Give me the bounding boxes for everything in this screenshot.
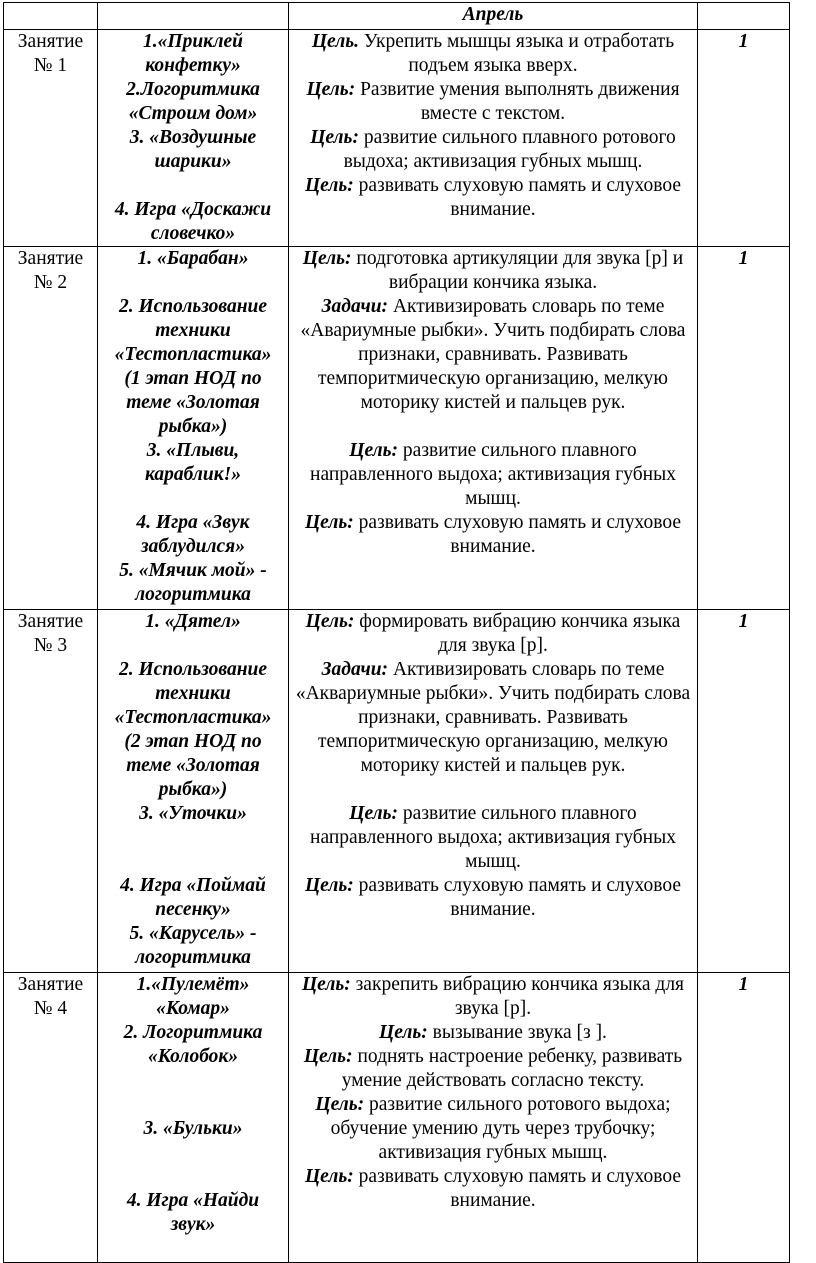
lesson-number-cell (4, 30, 98, 247)
goal-item (289, 174, 697, 222)
activity-line (98, 487, 288, 511)
goal-label: Цель: (304, 512, 354, 533)
activity-line: теме «Золотая (126, 392, 260, 413)
goal-label: Цель: (349, 803, 399, 824)
lesson-label: № 3 (33, 635, 68, 656)
goal-text: формировать вибрацию кончика языка для звука [р]. (354, 611, 681, 656)
activity-line: 4. Игра «Звук (136, 512, 250, 533)
goal-text: развивать слуховую память и слуховое внимание. (353, 175, 681, 220)
activity-line: 3. «Уточки» (139, 803, 247, 824)
activity-line: конфетку» (145, 55, 241, 76)
activity-line: логоритмика (135, 947, 251, 968)
activities-cell (98, 30, 289, 247)
activity-line (98, 1093, 288, 1117)
activity-line: словечко» (150, 223, 236, 244)
activity-line: 4. Игра «Найди (126, 1190, 260, 1211)
activity-line: 1. «Барабан» (137, 248, 249, 269)
goal-item (289, 874, 697, 922)
goal-label: Цель: (304, 875, 354, 896)
activity-line (98, 271, 288, 295)
activity-line (98, 174, 288, 198)
lesson-label: Занятие (17, 248, 84, 269)
goal-label: Задачи: (321, 296, 389, 317)
goal-item (289, 247, 697, 295)
goal-item (289, 126, 697, 174)
hours-value: 1 (738, 248, 749, 269)
activity-line: «Комар» (156, 998, 230, 1019)
activity-line: звук» (170, 1214, 216, 1235)
table-row (4, 247, 790, 610)
goal-text: развитие сильного плавного направленного выдоха; активизация губных мышц. (310, 440, 676, 509)
goal-item (289, 78, 697, 126)
activity-line: песенку» (155, 899, 231, 920)
activity-line: «Тестопластика» (114, 707, 272, 728)
activity-line: 1.«Приклей (143, 31, 243, 52)
goal-item (289, 658, 697, 778)
header-cell-empty (98, 3, 289, 30)
activities-cell (98, 610, 289, 973)
goal-item (289, 415, 697, 439)
hours-value: 1 (738, 31, 749, 52)
header-row (4, 3, 790, 30)
goal-text: развитие сильного ротового выдоха; обучение умению дуть через трубочку; активизация губных мышц. (330, 1094, 671, 1163)
activity-line: теме «Золотая (126, 755, 260, 776)
hours-cell (698, 610, 790, 973)
activity-line: 5. «Карусель» - (129, 923, 257, 944)
hours-value: 1 (738, 974, 749, 995)
goal-item (289, 610, 697, 658)
activity-line (98, 826, 288, 850)
activity-line: 1. «Дятел» (145, 611, 241, 632)
goal-label: Цель: (302, 248, 352, 269)
goal-label: Цель: (304, 1166, 354, 1187)
lesson-label: Занятие (17, 31, 84, 52)
lesson-label: Занятие (17, 974, 84, 995)
lesson-number-cell (4, 247, 98, 610)
goal-item (289, 1045, 697, 1093)
activity-line: 2. Логоритмика (123, 1022, 263, 1043)
goals-cell (289, 30, 698, 247)
activity-line: караблик!» (145, 464, 241, 485)
goal-label: Цель: (310, 127, 359, 148)
goal-label: Цель: (305, 611, 355, 632)
activity-line: 4. Игра «Доскажи (114, 199, 272, 220)
lesson-number-cell (4, 610, 98, 973)
goal-text: Развитие умения выполнять движения вместе с текстом. (355, 79, 680, 124)
goal-text: закрепить вибрацию кончика языка для звука [р]. (350, 974, 685, 1019)
goal-item (289, 511, 697, 559)
activity-line (98, 1165, 288, 1189)
goal-text: развивать слуховую память и слуховое внимание. (353, 512, 681, 557)
activity-line: (2 этап НОД по (124, 731, 262, 752)
activity-line: 2.Логоритмика (126, 79, 260, 100)
activity-line: «Колобок» (147, 1046, 239, 1067)
activity-line: техники (155, 683, 231, 704)
goal-label: Цель: (301, 974, 351, 995)
goal-item (289, 439, 697, 511)
goal-item (289, 973, 697, 1021)
activity-line: 5. «Мячик мой» - (119, 560, 267, 581)
goal-text: развитие сильного плавного ротового выдоха; активизация губных мышц. (343, 127, 676, 172)
activity-line: 3. «Бульки» (143, 1118, 243, 1139)
activity-line: 3. «Плыви, (146, 440, 240, 461)
activity-line: 1.«Пулемёт» (136, 974, 250, 995)
goal-item (289, 30, 697, 78)
goal-label: Цель. (311, 31, 360, 52)
activity-line: (1 этап НОД по (124, 368, 262, 389)
table-row (4, 30, 790, 247)
month-header: Апрель (289, 3, 698, 30)
goal-text: поднять настроение ребенку, развивать умение действовать согласно тексту. (341, 1046, 683, 1091)
activity-line: заблудился» (141, 536, 245, 557)
goal-item (289, 802, 697, 874)
goal-item (289, 1021, 697, 1045)
goal-text: развитие сильного плавного направленного выдоха; активизация губных мышц. (310, 803, 676, 872)
goal-text: развивать слуховую память и слуховое внимание. (353, 1166, 681, 1211)
goal-item (289, 1165, 697, 1213)
lesson-number-cell (4, 973, 98, 1263)
goal-item (289, 1093, 697, 1165)
lesson-label: Занятие (17, 611, 84, 632)
activity-line: 2. Использование (118, 659, 268, 680)
activities-cell (98, 973, 289, 1263)
hours-cell (698, 247, 790, 610)
goal-label: Цель: (304, 175, 354, 196)
goal-label: Цель: (315, 1094, 365, 1115)
activity-line: 2. Использование (118, 296, 268, 317)
goals-cell (289, 610, 698, 973)
hours-cell (698, 973, 790, 1263)
lesson-label: № 1 (33, 55, 68, 76)
activity-line (98, 1141, 288, 1165)
goals-cell (289, 973, 698, 1263)
lesson-label: № 4 (33, 998, 68, 1019)
header-cell-empty (4, 3, 98, 30)
goal-text: подготовка артикуляции для звука [р] и вибрации кончика языка. (351, 248, 684, 293)
activity-line: рыбка») (158, 779, 228, 800)
activity-line: техники (155, 320, 231, 341)
table-row (4, 973, 790, 1263)
header-cell-empty (698, 3, 790, 30)
goal-label: Задачи: (321, 659, 389, 680)
goal-text: развивать слуховую память и слуховое внимание. (353, 875, 681, 920)
activities-cell (98, 247, 289, 610)
activity-line (98, 1069, 288, 1093)
goal-text: Активизировать словарь по теме «Аквариумные рыбки». Учить подбирать слова признаки, сравнивать. Развивать темпоритмическую организацию, мелкую моторику кистей и пальцев рук. (295, 659, 691, 776)
table-row (4, 610, 790, 973)
goal-text: Укрепить мышцы языка и отработать подъем языка вверх. (359, 31, 675, 76)
activity-line: логоритмика (135, 584, 251, 605)
goal-label: Цель: (349, 440, 399, 461)
goal-label: Цель: (303, 1046, 353, 1067)
goals-cell (289, 247, 698, 610)
activity-line: 3. «Воздушные (129, 127, 257, 148)
activity-line: 4. Игра «Поймай (120, 875, 266, 896)
goal-text: вызывание звука [з ]. (427, 1022, 607, 1043)
goal-label: Цель: (306, 79, 356, 100)
hours-cell (698, 30, 790, 247)
hours-value: 1 (738, 611, 749, 632)
goal-text: Активизировать словарь по теме «Авариумные рыбки». Учить подбирать слова признаки, сравнивать. Развивать темпоритмическую организацию, мелкую моторику кистей и пальцев рук. (300, 296, 686, 413)
activity-line: рыбка») (158, 416, 228, 437)
activity-line (98, 634, 288, 658)
goal-label: Цель: (379, 1022, 428, 1043)
goal-item (289, 778, 697, 802)
activity-line (98, 850, 288, 874)
goal-item (289, 295, 697, 415)
activity-line: «Тестопластика» (114, 344, 272, 365)
lesson-plan-table (3, 2, 790, 1263)
lesson-label: № 2 (33, 272, 68, 293)
activity-line: шарики» (154, 151, 232, 172)
activity-line: «Строим дом» (128, 103, 258, 124)
